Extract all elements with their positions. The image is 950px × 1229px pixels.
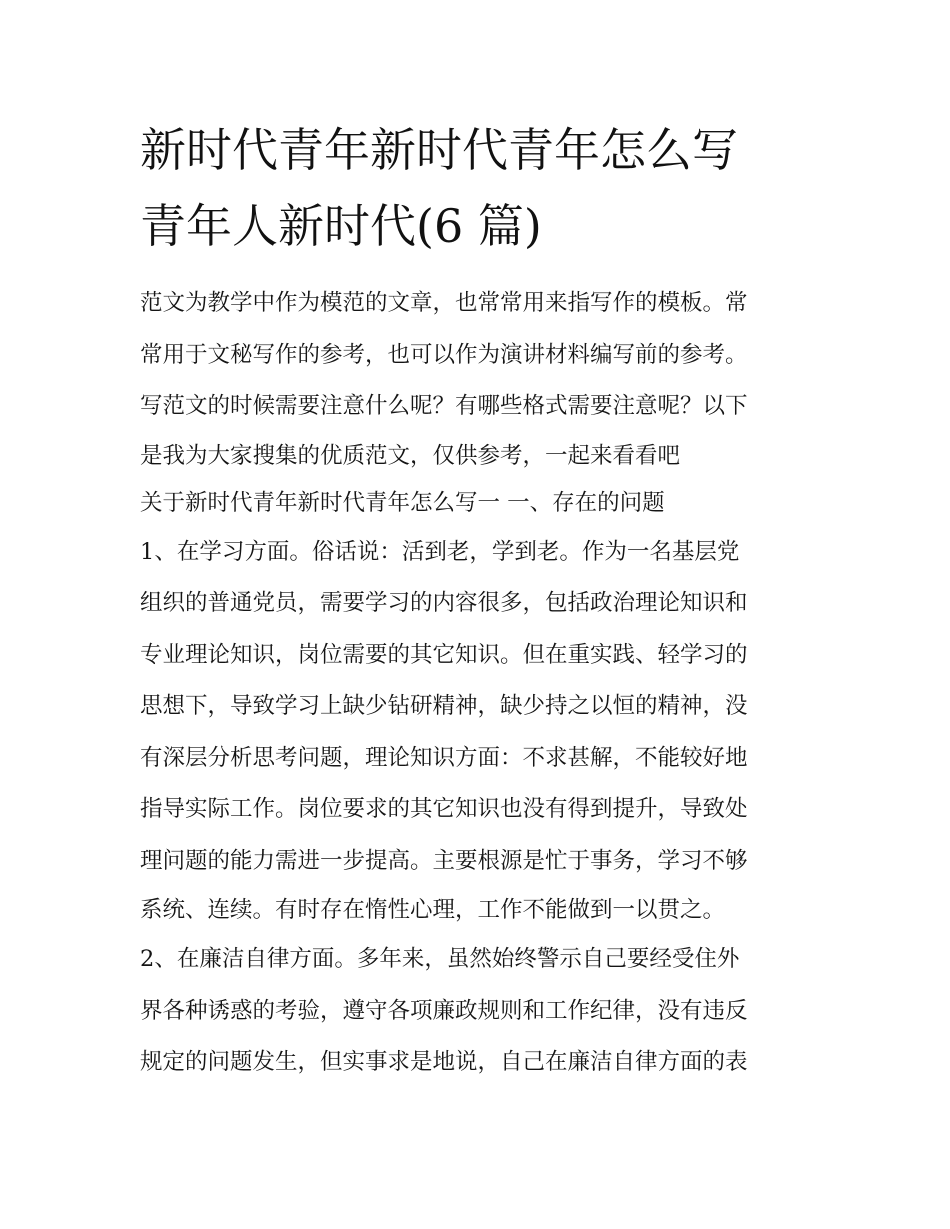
- paragraph1-line-8: 系统、连续。有时存在惰性心理，工作不能做到一以贯之。: [140, 897, 726, 923]
- intro-line-3: 写范文的时候需要注意什么呢？有哪些格式需要注意呢？以下: [140, 393, 748, 419]
- paragraph1-line-6: 指导实际工作。岗位要求的其它知识也没有得到提升，导致处: [140, 796, 748, 822]
- section-heading: 关于新时代青年新时代青年怎么写一 一、存在的问题: [140, 489, 665, 516]
- paragraph1-line-4: 思想下，导致学习上缺少钻研精神，缺少持之以恒的精神，没: [140, 693, 748, 719]
- title-line-2: 青年人新时代(6 篇): [140, 199, 542, 253]
- paragraph2-line-2: 界各种诱惑的考验，遵守各项廉政规则和工作纪律，没有违反: [140, 997, 748, 1024]
- intro-line-4: 是我为大家搜集的优质范文，仅供参考，一起来看看吧: [140, 442, 681, 469]
- paragraph2-line-3: 规定的问题发生，但实事求是地说，自己在廉洁自律方面的表: [140, 1049, 748, 1075]
- paragraph1-line-7: 理问题的能力需进一步提高。主要根源是忙于事务，学习不够: [140, 847, 748, 874]
- intro-line-1: 范文为教学中作为模范的文章，也常常用来指写作的模板。常: [140, 290, 748, 316]
- paragraph1-line-5: 有深层分析思考问题，理论知识方面：不求甚解，不能较好地: [140, 744, 748, 771]
- intro-line-2: 常用于文秘写作的参考，也可以作为演讲材料编写前的参考。: [140, 341, 748, 368]
- paragraph1-line-2: 组织的普通党员，需要学习的内容很多，包括政治理论知识和: [140, 590, 748, 616]
- title-line-1: 新时代青年新时代青年怎么写: [140, 123, 738, 177]
- paragraph1-line-1: 1、在学习方面。俗话说：活到老，学到老。作为一名基层党: [140, 538, 740, 565]
- paragraph2-line-1: 2、在廉洁自律方面。多年来，虽然始终警示自己要经受住外: [140, 946, 740, 972]
- paragraph1-line-3: 专业理论知识，岗位需要的其它知识。但在重实践、轻学习的: [140, 641, 748, 668]
- document-body: [140, 278, 820, 1089]
- document-title: [140, 112, 820, 264]
